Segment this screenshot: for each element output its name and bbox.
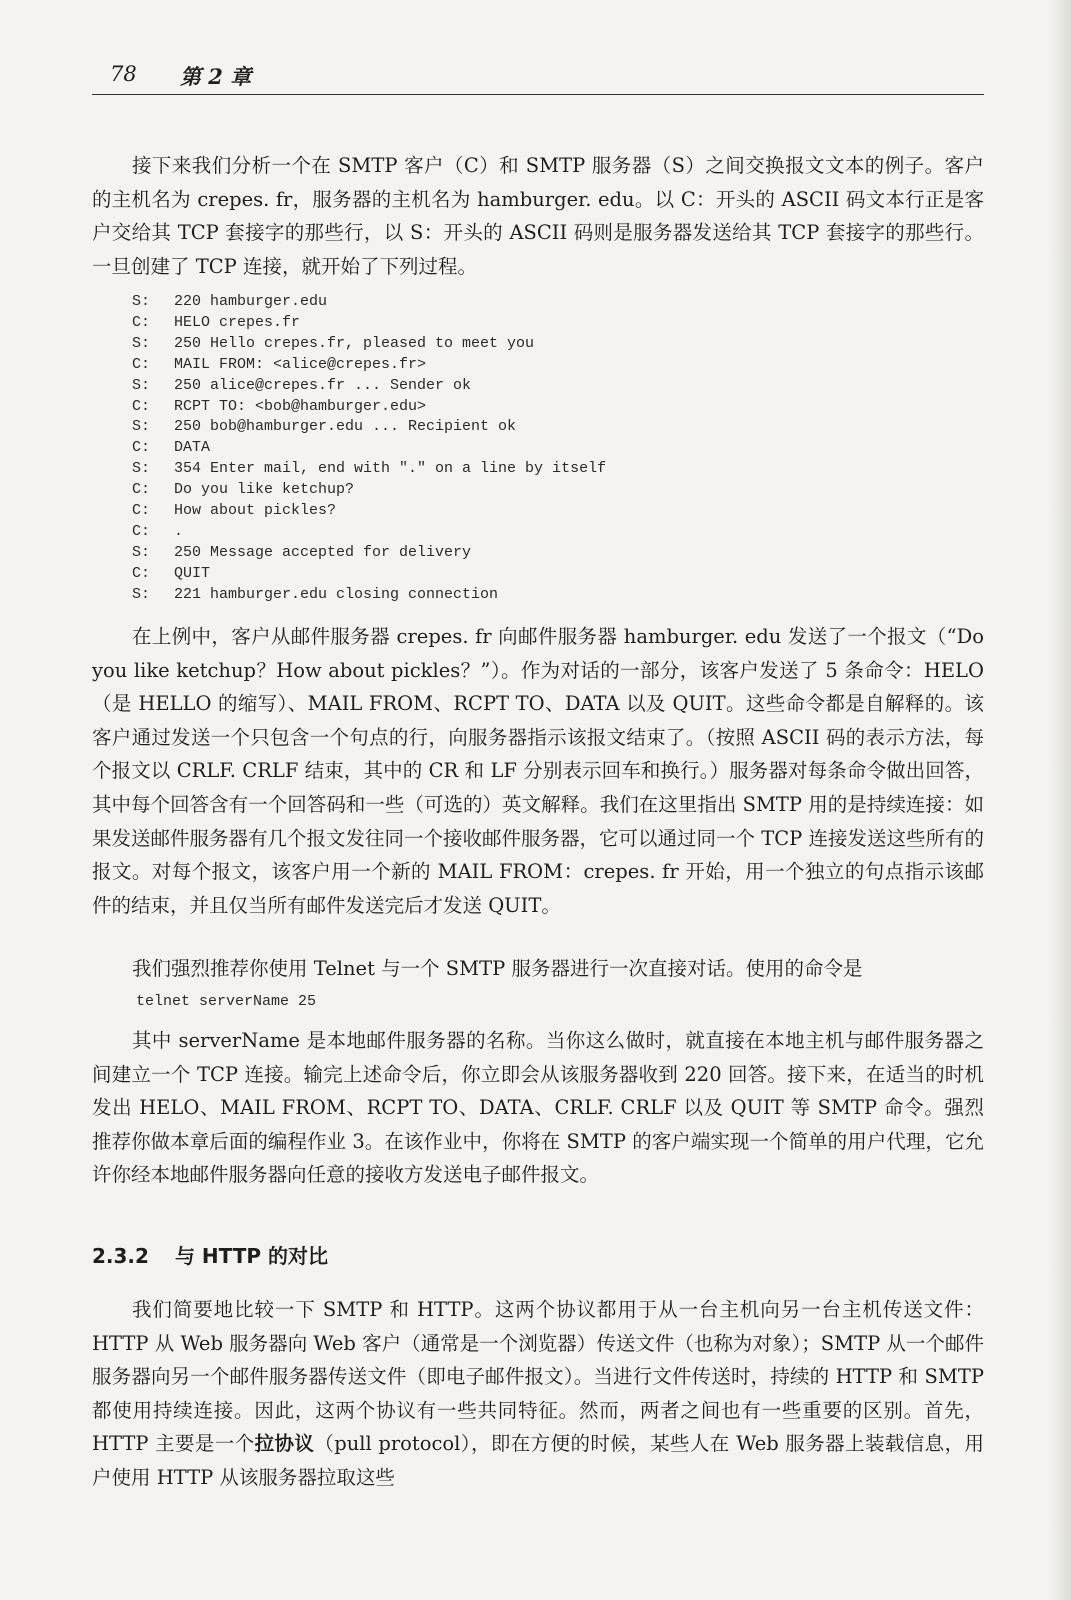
section-number: 2.3.2 xyxy=(92,1244,149,1268)
code-line-text: HELO crepes.fr xyxy=(174,313,301,331)
paragraph-http-comparison xyxy=(92,1293,984,1495)
code-line-speaker: C: xyxy=(132,502,151,520)
code-line xyxy=(132,522,606,543)
code-line-text: 354 Enter mail, end with "." on a line by itself xyxy=(174,460,607,478)
code-line-text: DATA xyxy=(174,439,211,457)
code-line xyxy=(132,480,606,501)
chapter-title: 第 2 章 xyxy=(180,64,252,89)
paragraph-explanation: 在上例中，客户从邮件服务器 crepes. fr 向邮件服务器 hamburger. edu 发送了一个报文（“Do you like ketchup？How about pickles？”）。作为对话的一部分，该客户发送了 5 条命令：HELO（是 HELLO 的缩写）、MAIL FROM、RCPT TO、DATA 以及 QUIT。这些命令都是自解释的。该客户通过发送一个只包含一个句点的行，向服务器指示该报文结束了。（按照 ASCII 码的表示方法，每个报文以 CRLF. CRLF 结束，其中的 CR 和 LF 分别表示回车和换行。）服务器对每条命令做出回答，其中每个回答含有一个回答码和一些（可选的）英文解释。我们在这里指出 SMTP 用的是持续连接：如果发送邮件服务器有几个报文发往同一个接收邮件服务器，它可以通过同一个 TCP 连接发送这些所有的报文。对每个报文，该客户用一个新的 MAIL FROM：crepes. fr 开始，用一个独立的句点指示该邮件的结束，并且仅当所有邮件发送完后才发送 QUIT。 xyxy=(92,625,984,917)
code-line-speaker: C: xyxy=(132,564,151,582)
code-line-speaker: C: xyxy=(132,397,151,415)
code-line-speaker: S: xyxy=(132,585,151,603)
code-line xyxy=(132,459,606,480)
code-line-text: How about pickles? xyxy=(174,502,337,520)
code-line xyxy=(132,334,606,355)
code-line xyxy=(132,313,606,334)
paragraph-text-after-term: （pull protocol），即在方便的时候，某些人在 Web 服务器上装载信息，用户使用 HTTP 从该服务器拉取这些 xyxy=(92,1432,984,1489)
code-line-text: 250 Hello crepes.fr, pleased to meet you xyxy=(174,334,535,352)
code-line-speaker: C: xyxy=(132,481,151,499)
paragraph-servername: 其中 serverName 是本地邮件服务器的名称。当你这么做时，就直接在本地主机与邮件服务器之间建立一个 TCP 连接。输完上述命令后，你立即会从该服务器收到 220 回答。接下来，在适当的时机发出 HELO、MAIL FROM、RCPT TO、DATA、CRLF. CRLF 以及 QUIT 等 SMTP 命令。强烈推荐你做本章后面的编程作业 3。在该作业中，你将在 SMTP 的客户端实现一个简单的用户代理，它允许你经本地邮件服务器向任意的接收方发送电子邮件报文。 xyxy=(92,1029,984,1187)
code-line-speaker: S: xyxy=(132,334,151,352)
code-line xyxy=(132,543,606,564)
paragraph-intro: 接下来我们分析一个在 SMTP 客户（C）和 SMTP 服务器（S）之间交换报文文本的例子。客户的主机名为 crepes. fr，服务器的主机名为 hamburger. edu。以 C：开头的 ASCII 码文本行正是客户交给其 TCP 套接字的那些行，以 S：开头的 ASCII 码则是服务器发送给其 TCP 套接字的那些行。一旦创建了 TCP 连接，就开始了下列过程。 xyxy=(92,154,984,278)
code-line-text: 250 bob@hamburger.edu ... Recipient ok xyxy=(174,418,517,436)
code-line-speaker: S: xyxy=(132,293,151,310)
code-line-text: . xyxy=(174,522,184,540)
section-heading xyxy=(92,1240,328,1269)
code-line-text: 250 Message accepted for delivery xyxy=(174,543,472,561)
code-line-speaker: C: xyxy=(132,355,151,373)
section-title: 与 HTTP 的对比 xyxy=(174,1244,329,1268)
code-line-speaker: C: xyxy=(132,313,151,331)
code-line-text: Do you like ketchup? xyxy=(174,481,355,499)
page-number: 78 xyxy=(110,62,137,86)
code-line-text: 250 alice@crepes.fr ... Sender ok xyxy=(174,376,472,394)
code-line-speaker: C: xyxy=(132,522,151,540)
paragraph-text-before-term: 我们简要地比较一下 SMTP 和 HTTP。这两个协议都用于从一台主机向另一台主机传送文件：HTTP 从 Web 服务器向 Web 客户（通常是一个浏览器）传送文件（也称为对象）；SMTP 从一个邮件服务器向另一个邮件服务器传送文件（即电子邮件报文）。当进行文件传送时，持续的 HTTP 和 SMTP 都使用持续连接。因此，这两个协议有一些共同特征。然而，两者之间也有一些重要的区别。首先，HTTP 主要是一个 xyxy=(92,1298,984,1456)
page-edge-shadow xyxy=(1049,0,1071,1600)
code-line xyxy=(132,417,606,438)
code-line-text: 221 hamburger.edu closing connection xyxy=(174,585,499,603)
code-line xyxy=(132,501,606,522)
code-line-text: RCPT TO: <bob@hamburger.edu> xyxy=(174,397,427,415)
code-line-text: MAIL FROM: <alice@crepes.fr> xyxy=(174,355,427,373)
code-line xyxy=(132,376,606,397)
code-line xyxy=(132,292,606,313)
code-line-speaker: S: xyxy=(132,418,151,436)
code-line-speaker: S: xyxy=(132,543,151,561)
smtp-dialogue-listing xyxy=(132,292,606,606)
code-line xyxy=(132,355,606,376)
code-line xyxy=(132,438,606,459)
bold-term-pull-protocol: 拉协议 xyxy=(254,1432,315,1456)
code-line-text: QUIT xyxy=(174,564,211,582)
paragraph-telnet-intro: 我们强烈推荐你使用 Telnet 与一个 SMTP 服务器进行一次直接对话。使用的命令是 xyxy=(132,957,863,980)
code-line-speaker: S: xyxy=(132,460,151,478)
running-header xyxy=(92,58,984,95)
code-line-speaker: S: xyxy=(132,376,151,394)
code-line-text: 220 hamburger.edu xyxy=(174,293,328,310)
code-line xyxy=(132,564,606,585)
code-line xyxy=(132,397,606,418)
code-line-speaker: C: xyxy=(132,439,151,457)
telnet-command: telnet serverName 25 xyxy=(136,993,317,1010)
code-line xyxy=(132,585,606,606)
